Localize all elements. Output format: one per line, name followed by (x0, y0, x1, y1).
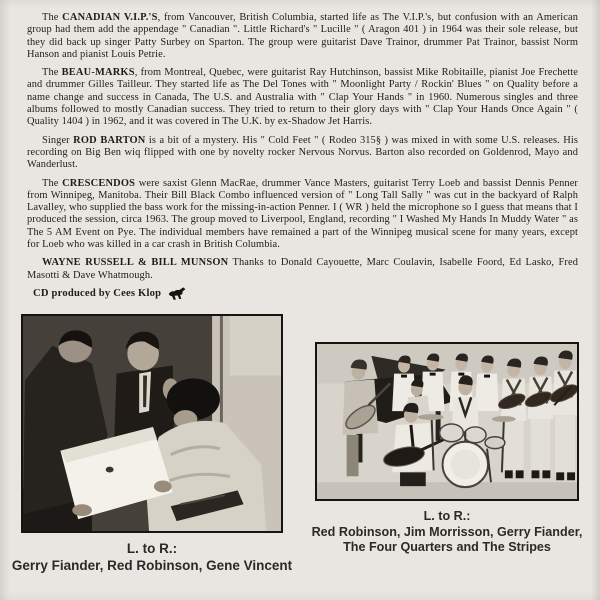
band-name: CANADIAN V.I.P.'S (62, 12, 158, 23)
photo-band-on-stage (315, 342, 579, 501)
caption-left-line2: Gerry Fiander, Red Robinson, Gene Vincent (11, 558, 293, 573)
paragraph-text: , from Vancouver, British Columbia, started life as The V.I.P.'s, but confusion with an American group had them add the appendage " Canadian ". Little Richard's " Lucille " ( Aragon 401 ) in 1964 was their sole release, but they did back up singer Patty Surbey on Sparton. The group were guitarist Dave Trainor, drummer Pat Trainor, bassist Norm Hanson and pianist Louis Petrie. (27, 12, 578, 60)
caption-right-photo (300, 509, 594, 556)
caption-left-line1: L. to R.: (126, 541, 178, 556)
caption-right-line3: The Four Quarters and The Stripes (343, 540, 551, 554)
band-name: CRESCENDOS (62, 177, 136, 189)
paragraph-lead: The (42, 12, 63, 23)
paragraph-text: is a bit of a mystery. His " Cold Feet " ( Rodeo 315§ ) was mixed in with some U.S. releases. His recording on Big Ben wiq flipped with one by novelty rocker Nervous Norvus. Barton also recorded on Goldenrod, Mayo and Wanderlust. (27, 134, 578, 171)
liner-notes (27, 12, 578, 288)
left-photo-illustration (23, 316, 281, 531)
paragraph-canadian-vips (27, 12, 578, 61)
caption-right-line2: Red Robinson, Jim Morrisson, Gerry Fiander, (311, 524, 583, 539)
band-name: BEAU-MARKS (61, 67, 135, 79)
paragraph-credits (27, 257, 578, 282)
paragraph-lead: Singer (42, 134, 74, 146)
paragraph-beau-marks (27, 67, 578, 128)
paragraph-text: Thanks to Donald Cayouette, Marc Coulavin, Isabelle Foord, Ed Lasko, Fred Masotti & Dave Whatmough. (27, 257, 578, 281)
photo-gene-vincent-signing (21, 314, 283, 533)
paragraph-lead: The (42, 67, 62, 79)
paragraph-text: , from Montreal, Quebec, were guitarist Ray Hutchinson, bassist Mike Robitaille, pianist Joe Frechette and drummer Gilles Tailleur. They started life as The Del Tones with " Moonlight Party / Rockin' Blues " on Quality before a name change and success in Canada, The U.S. and Australia with " Clap Your Hands " in 1960. Numerous singles and three albums followed to mostly Canadian success. They tried to return to their glory days with " Clap Your Hands Once Again " ( Quality 1404 ) in 1962, and it was covered in The U.K. by ex-Shadow Jet Harris. (27, 67, 579, 128)
author-names: WAYNE RUSSELL & BILL MUNSON (42, 257, 229, 269)
right-photo-illustration (317, 344, 577, 499)
producer-text: CD produced by Cees Klop (33, 288, 162, 299)
band-name: ROD BARTON (73, 134, 146, 146)
paragraph-crescendos (27, 178, 578, 252)
running-dog-icon (168, 286, 187, 301)
paragraph-rod-barton (27, 135, 578, 172)
producer-line (33, 286, 187, 301)
caption-right-line1: L. to R.: (423, 509, 471, 523)
paragraph-lead: The (42, 177, 63, 189)
caption-left-photo (6, 540, 298, 574)
paragraph-text: were saxist Glenn MacRae, drummer Vance Masters, guitarist Terry Loeb and bassist Dennis Penner from Winnipeg, Manitoba. Their Bill Black Combo influenced version of " Long Tall Sally " was cut in the backyard of Ralph Lavalley, who supplied the bass work for the missing-in-action Penner. I ( WR ) held the microphone so I guess that means that I produced the session, circa 1963. The group moved to Liverpool, England, recording " I Washed My Hands In Muddy Water " as The 5 AM Event on Pye. The individual members have remained a part of the Winnipeg musical scene for many years, except for Loeb who was killed in a car crash in British Columbia. (27, 177, 578, 251)
